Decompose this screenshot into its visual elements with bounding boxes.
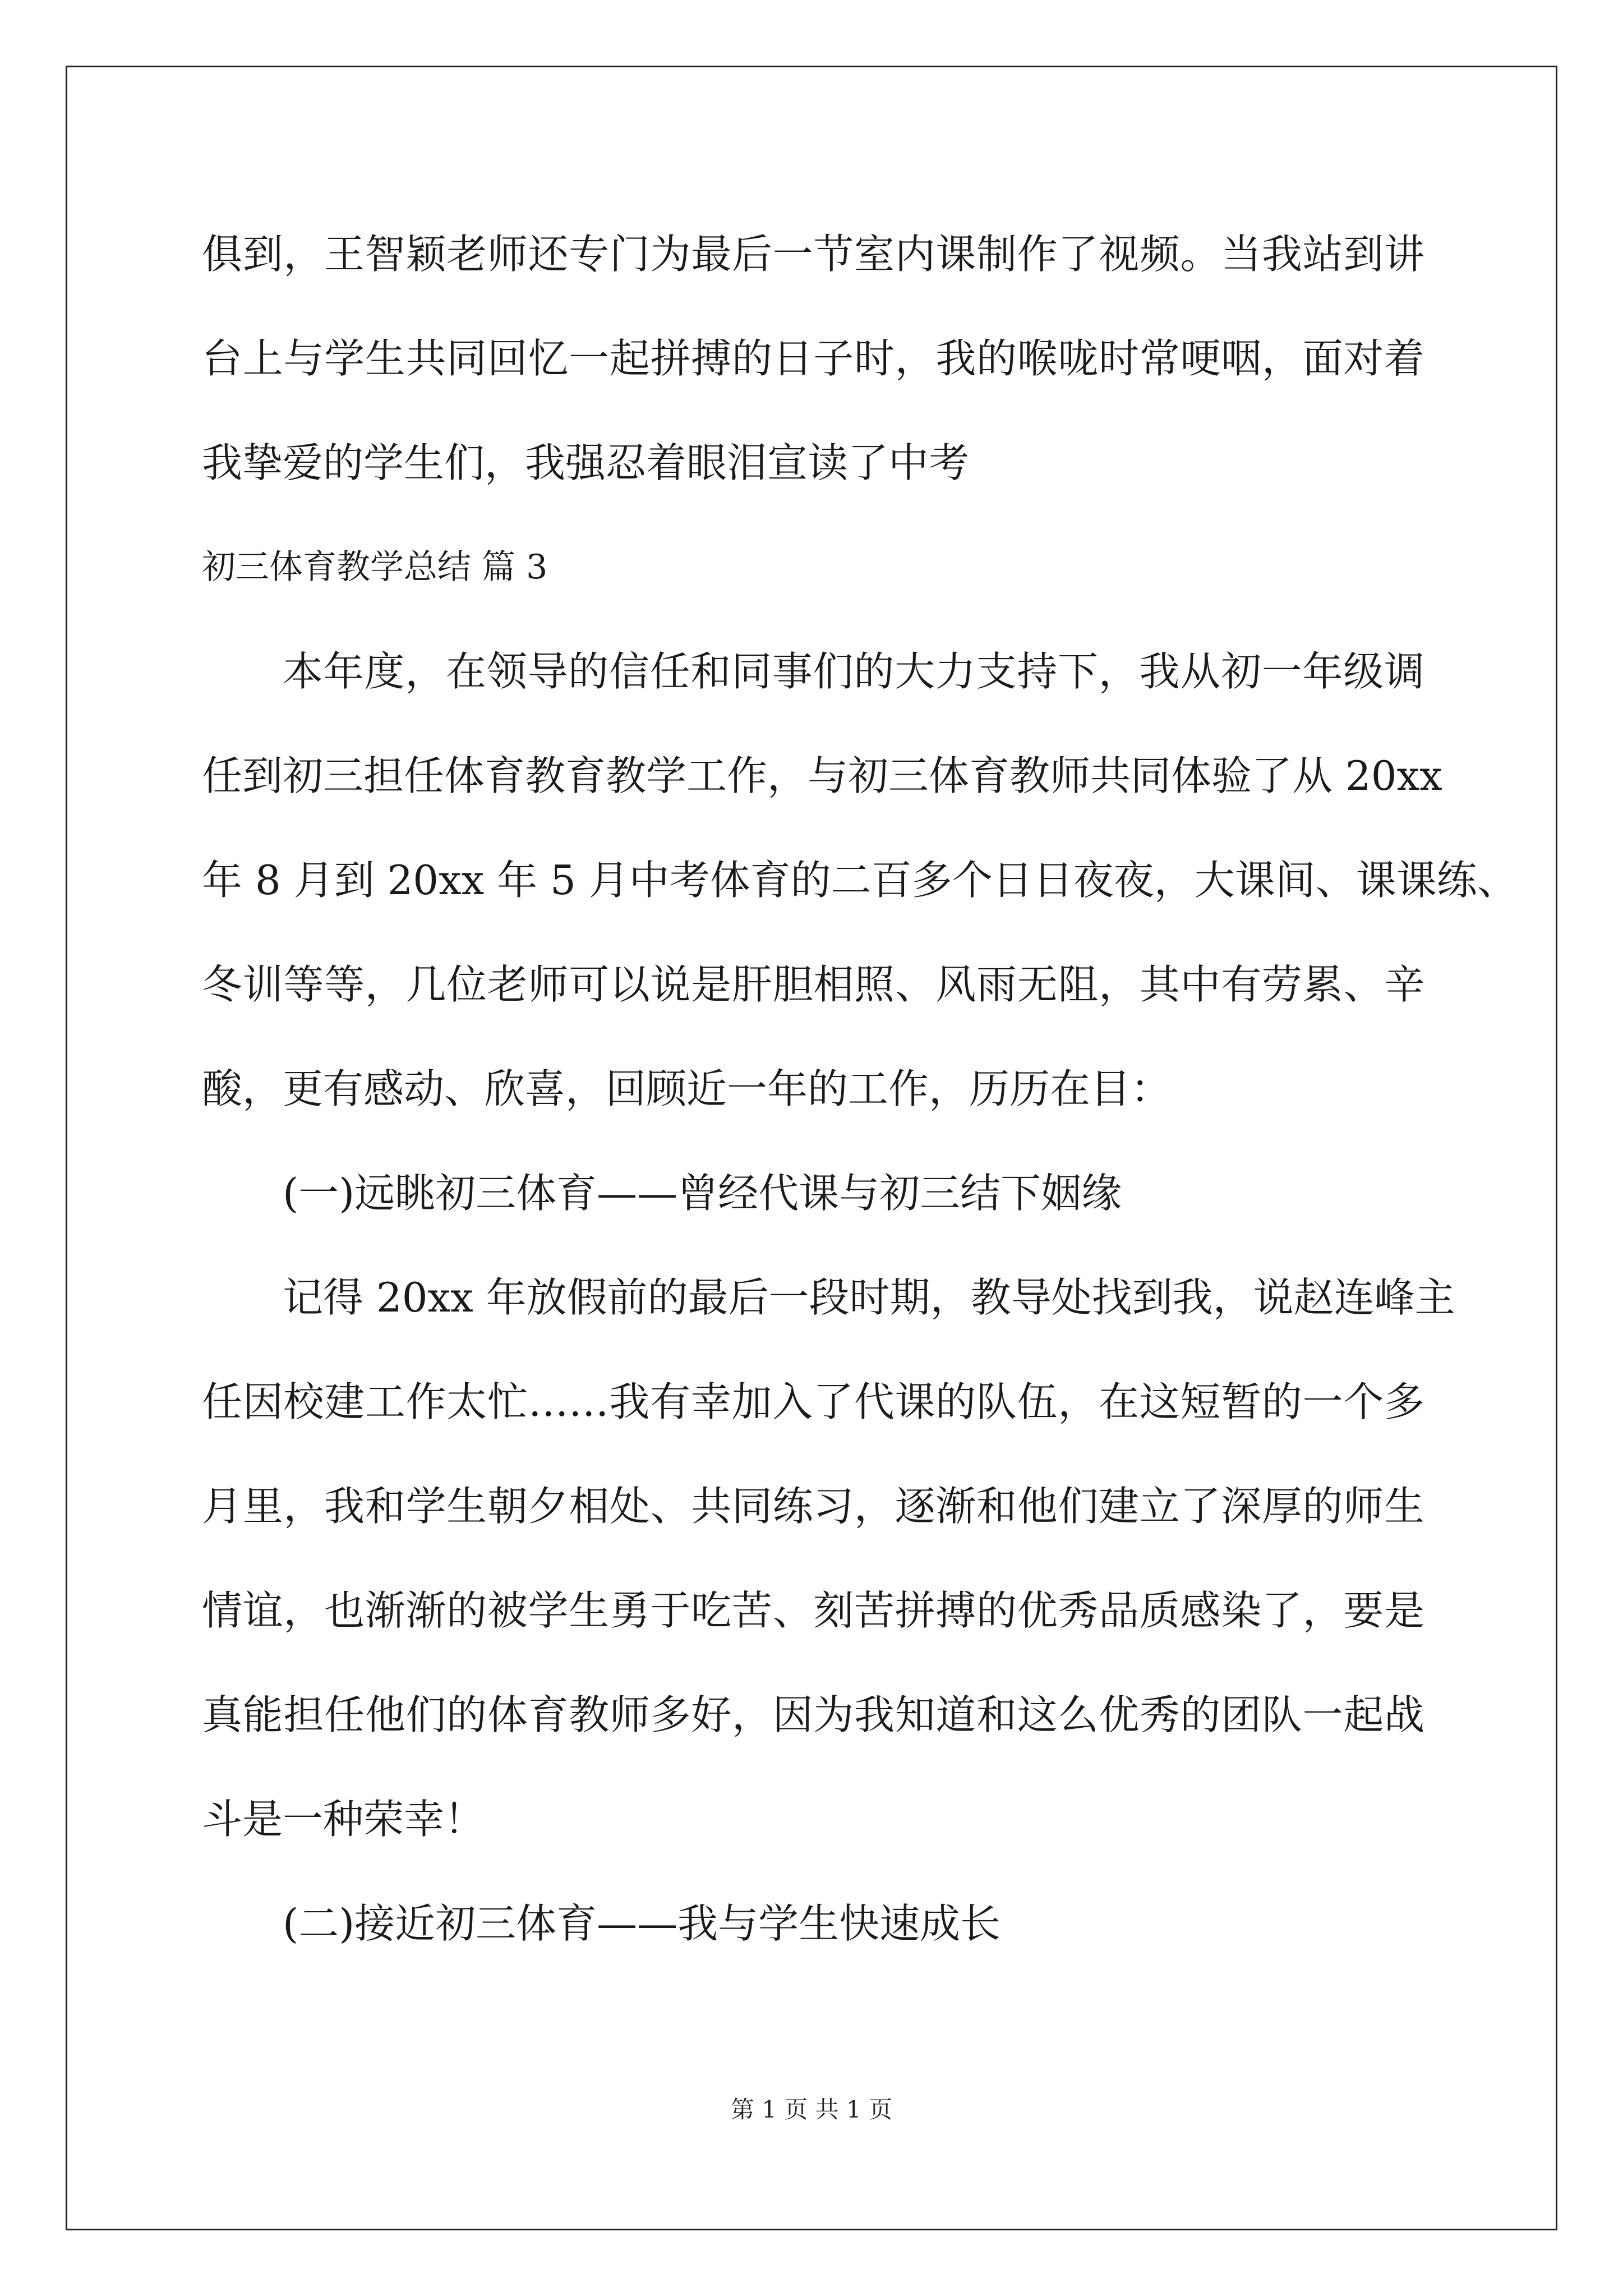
body-line: 斗是一种荣幸！ xyxy=(202,1796,485,1843)
body-line: 月里，我和学生朝夕相处、共同练习，逐渐和他们建立了深厚的师生 xyxy=(202,1483,1424,1530)
body-line: 真能担任他们的体育教师多好，因为我知道和这么优秀的团队一起战 xyxy=(202,1691,1424,1738)
body-line: 任因校建工作太忙……我有幸加入了代课的队伍，在这短暂的一个多 xyxy=(202,1378,1424,1425)
subheading: (二)接近初三体育——我与学生快速成长 xyxy=(283,1900,1001,1947)
body-line: 俱到，王智颖老师还专门为最后一节室内课制作了视频。当我站到讲 xyxy=(202,231,1424,278)
body-line: 冬训等等，几位老师可以说是肝胆相照、风雨无阻，其中有劳累、辛 xyxy=(202,961,1424,1008)
body-line: 情谊，也渐渐的被学生勇于吃苦、刻苦拼搏的优秀品质感染了，要是 xyxy=(202,1587,1424,1634)
body-line: 本年度，在领导的信任和同事们的大力支持下，我从初一年级调 xyxy=(283,648,1424,695)
body-line: 我挚爱的学生们，我强忍着眼泪宣读了中考 xyxy=(202,439,970,486)
section-title: 初三体育教学总结 篇 3 xyxy=(202,547,548,587)
body-line: 任到初三担任体育教育教学工作，与初三体育教师共同体验了从 20xx xyxy=(202,752,1442,799)
subheading: (一)远眺初三体育——曾经代课与初三结下姻缘 xyxy=(283,1170,1122,1217)
page-number-footer: 第 1 页 共 1 页 xyxy=(730,2096,893,2123)
body-line: 年 8 月到 20xx 年 5 月中考体育的二百多个日日夜夜，大课间、课课练、 xyxy=(202,857,1518,904)
body-line: 记得 20xx 年放假前的最后一段时期，教导处找到我，说赵连峰主 xyxy=(283,1274,1455,1321)
document-body xyxy=(202,202,1518,1976)
body-line: 酸，更有感动、欣喜，回顾近一年的工作，历历在目： xyxy=(202,1065,1172,1112)
body-line: 台上与学生共同回忆一起拼搏的日子时，我的喉咙时常哽咽，面对着 xyxy=(202,335,1424,382)
